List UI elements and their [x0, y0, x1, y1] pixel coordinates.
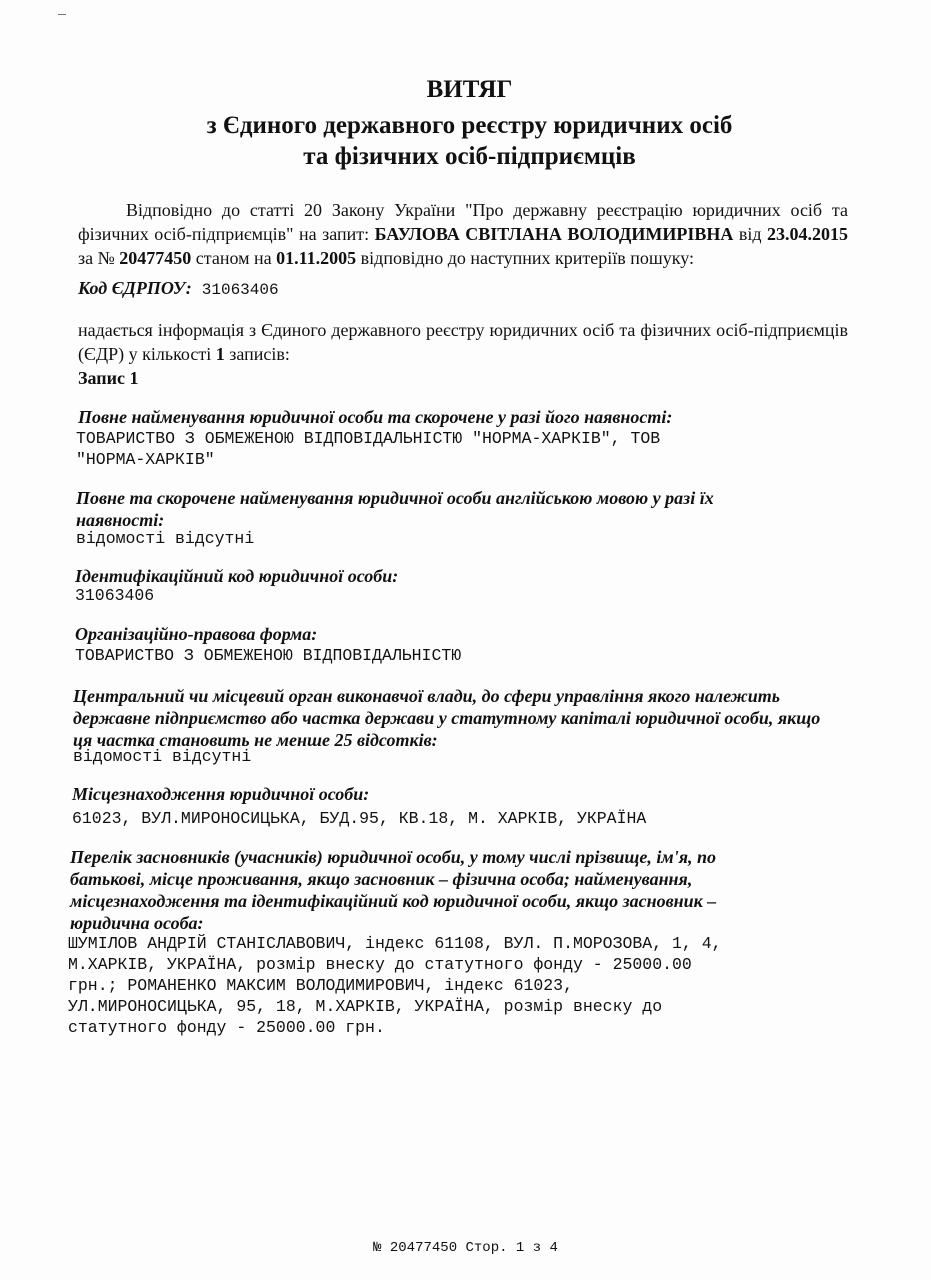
document-subtitle-line1: з Єдиного державного реєстру юридичних осіб	[206, 112, 733, 139]
request-date: 23.04.2015	[767, 224, 848, 244]
field-label-id-code: Ідентифікаційний код юридичної особи:	[75, 566, 399, 586]
intro-text: за №	[78, 248, 120, 268]
field-value-full-name: ТОВАРИСТВО З ОБМЕЖЕНОЮ ВІДПОВІДАЛЬНІСТЮ "НОРМА-ХАРКІВ", ТОВ "НОРМА-ХАРКІВ"	[76, 429, 661, 469]
field-label-founders: Перелік засновників (учасників) юридичної особи, у тому числі прізвище, ім'я, по батькові, місце проживання, якщо засновник – фізична особа; найменування, місцезнаходження та ідентифікаційний код юридичної особи, якщо засновник – юридична особа:	[70, 847, 717, 933]
record-title: Запис 1	[78, 368, 139, 388]
field-label-authority: Центральний чи місцевий орган виконавчої влади, до сфери управління якого належить державне підприємство або частка держави у статутному капіталі юридичної особи, якщо ця частка становить не менше 25 відсотків:	[73, 686, 821, 750]
info-text: надається інформація з Єдиного державного реєстру юридичних осіб та фізичних осіб-підприємців (ЄДР) у кількості	[78, 320, 848, 364]
field-value-authority: відомості відсутні	[73, 747, 252, 766]
field-label-address: Місцезнаходження юридичної особи:	[72, 784, 370, 804]
document-subtitle-line2: та фізичних осіб-підприємців	[303, 143, 636, 170]
record-count: 1	[215, 344, 225, 364]
as-of-date: 01.11.2005	[276, 248, 357, 268]
edrpou-label: Код ЄДРПОУ:	[78, 278, 192, 298]
request-number: 20477450	[119, 248, 192, 268]
field-label-english-name: Повне та скорочене найменування юридичної особи англійською мовою у разі їх наявності:	[76, 488, 714, 530]
field-value-address: 61023, ВУЛ.МИРОНОСИЦЬКА, БУД.95, КВ.18, М. ХАРКІВ, УКРАЇНА	[72, 809, 647, 828]
field-label-legal-form: Організаційно-правова форма:	[75, 624, 318, 644]
scan-mark	[58, 14, 66, 15]
field-value-founders: ШУМІЛОВ АНДРІЙ СТАНІСЛАВОВИЧ, індекс 61108, ВУЛ. П.МОРОЗОВА, 1, 4, М.ХАРКІВ, УКРАЇНА, розмір внеску до статутного фонду - 25000.00 грн.; РОМАНЕНКО МАКСИМ ВОЛОДИМИРОВИЧ, індекс 61023, УЛ.МИРОНОСИЦЬКА, 95, 18, М.ХАРКІВ, УКРАЇНА, розмір внеску до статутного фонду - 25000.00 грн.	[68, 934, 722, 1037]
requester-name: БАУЛОВА СВІТЛАНА ВОЛОДИМИРІВНА	[374, 224, 734, 244]
search-criteria	[78, 278, 279, 299]
field-value-id-code: 31063406	[75, 586, 155, 605]
intro-text: від	[733, 224, 767, 244]
document-title: ВИТЯГ	[426, 76, 513, 103]
intro-text: Відповідно до статті 20 Закону України "Про державну реєстрацію юридичних осіб та фізичних осіб-підприємців" на запит:	[78, 200, 848, 244]
intro-text: відповідно до наступних критеріїв пошуку:	[356, 248, 695, 268]
edrpou-value: 31063406	[201, 281, 279, 299]
field-value-legal-form: ТОВАРИСТВО З ОБМЕЖЕНОЮ ВІДПОВІДАЛЬНІСТЮ	[75, 646, 462, 665]
intro-text: станом на	[191, 248, 277, 268]
intro-paragraph	[78, 198, 848, 270]
info-paragraph	[78, 318, 848, 366]
info-text: записів:	[224, 344, 290, 364]
field-label-full-name: Повне найменування юридичної особи та скорочене у разі його наявності:	[78, 407, 673, 427]
page-footer: № 20477450 Стор. 1 з 4	[373, 1240, 558, 1256]
field-value-english-name: відомості відсутні	[76, 529, 255, 548]
